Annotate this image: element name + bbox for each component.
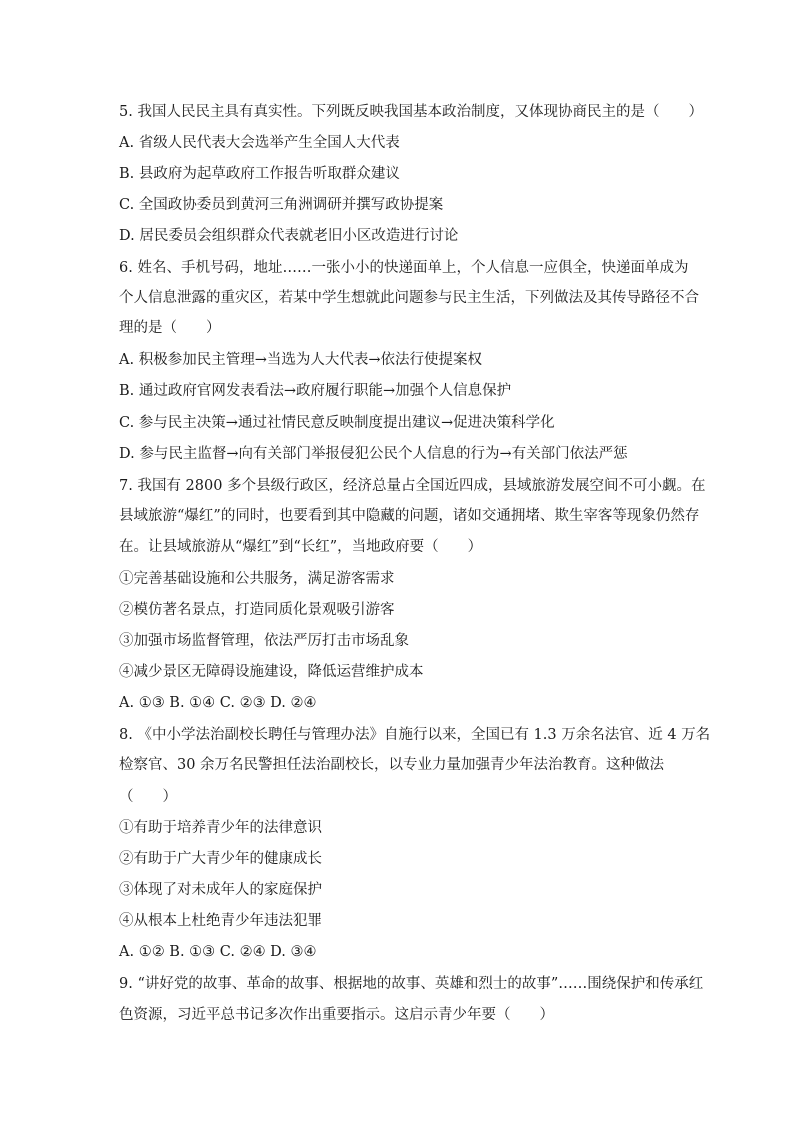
q8-item-3: ③体现了对未成年人的家庭保护: [119, 882, 322, 898]
q9-stem-line-2: 色资源，习近平总书记多次作出重要指示。这启示青少年要（ ）: [119, 1007, 554, 1023]
q5-option-c: C. 全国政协委员到黄河三角洲调研并撰写政协提案: [119, 197, 444, 213]
q7-item-4: ④减少景区无障碍设施建设，降低运营维护成本: [119, 664, 424, 680]
q6-option-c: C. 参与民主决策→通过社情民意反映制度提出建议→促进决策科学化: [119, 415, 555, 431]
q8-answer-options: A. ①② B. ①③ C. ②④ D. ③④: [119, 944, 317, 960]
q7-item-2: ②模仿著名景点，打造同质化景观吸引游客: [119, 602, 395, 618]
q5-stem-line-1: 5. 我国人民民主具有真实性。下列既反映我国基本政治制度，又体现协商民主的是（ ）: [119, 104, 703, 120]
q7-stem-line-1: 7. 我国有 2800 多个县级行政区，经济总量占全国近四成，县域旅游发展空间不可小觑。在: [119, 478, 706, 494]
q8-stem-line-1: 8. 《中小学法治副校长聘任与管理办法》自施行以来，全国已有 1.3 万余名法官、近 4 万名: [119, 727, 711, 743]
q8-item-1: ①有助于培养青少年的法律意识: [119, 820, 322, 836]
q8-item-4: ④从根本上杜绝青少年违法犯罪: [119, 913, 322, 929]
q8-stem-line-3: （ ）: [119, 789, 177, 805]
q6-stem-line-3: 理的是（ ）: [119, 320, 221, 336]
q6-option-a: A. 积极参加民主管理→当选为人大代表→依法行使提案权: [119, 352, 482, 368]
q5-option-d: D. 居民委员会组织群众代表就老旧小区改造进行讨论: [119, 228, 459, 244]
q7-answer-options: A. ①③ B. ①④ C. ②③ D. ②④: [119, 695, 317, 711]
q5-option-b: B. 县政府为起草政府工作报告听取群众建议: [119, 166, 400, 182]
q6-stem-line-2: 个人信息泄露的重灾区，若某中学生想就此问题参与民主生活，下列做法及其传导路径不合: [119, 290, 699, 306]
q7-stem-line-2: 县域旅游“爆红”的同时，也要看到其中隐藏的问题，诸如交通拥堵、欺生宰客等现象仍然存: [119, 508, 700, 524]
q7-stem-line-3: 在。让县域旅游从“爆红”到“长红”，当地政府要（ ）: [119, 539, 483, 555]
q8-stem-line-2: 检察官、30 余万名民警担任法治副校长，以专业力量加强青少年法治教育。这种做法: [119, 757, 665, 773]
q7-item-1: ①完善基础设施和公共服务，满足游客需求: [119, 571, 395, 587]
q6-option-d: D. 参与民主监督→向有关部门举报侵犯公民个人信息的行为→有关部门依法严惩: [119, 446, 628, 462]
q7-item-3: ③加强市场监督管理，依法严厉打击市场乱象: [119, 633, 409, 649]
q8-item-2: ②有助于广大青少年的健康成长: [119, 851, 322, 867]
q9-stem-line-1: 9. “讲好党的故事、革命的故事、根据地的故事、英雄和烈士的故事”……围绕保护和传承红: [119, 976, 704, 992]
q6-stem-line-1: 6. 姓名、手机号码，地址……一张小小的快递面单上，个人信息一应俱全，快递面单成为: [119, 260, 689, 276]
q5-option-a: A. 省级人民代表大会选举产生全国人大代表: [119, 135, 400, 151]
q6-option-b: B. 通过政府官网发表看法→政府履行职能→加强个人信息保护: [119, 383, 512, 399]
